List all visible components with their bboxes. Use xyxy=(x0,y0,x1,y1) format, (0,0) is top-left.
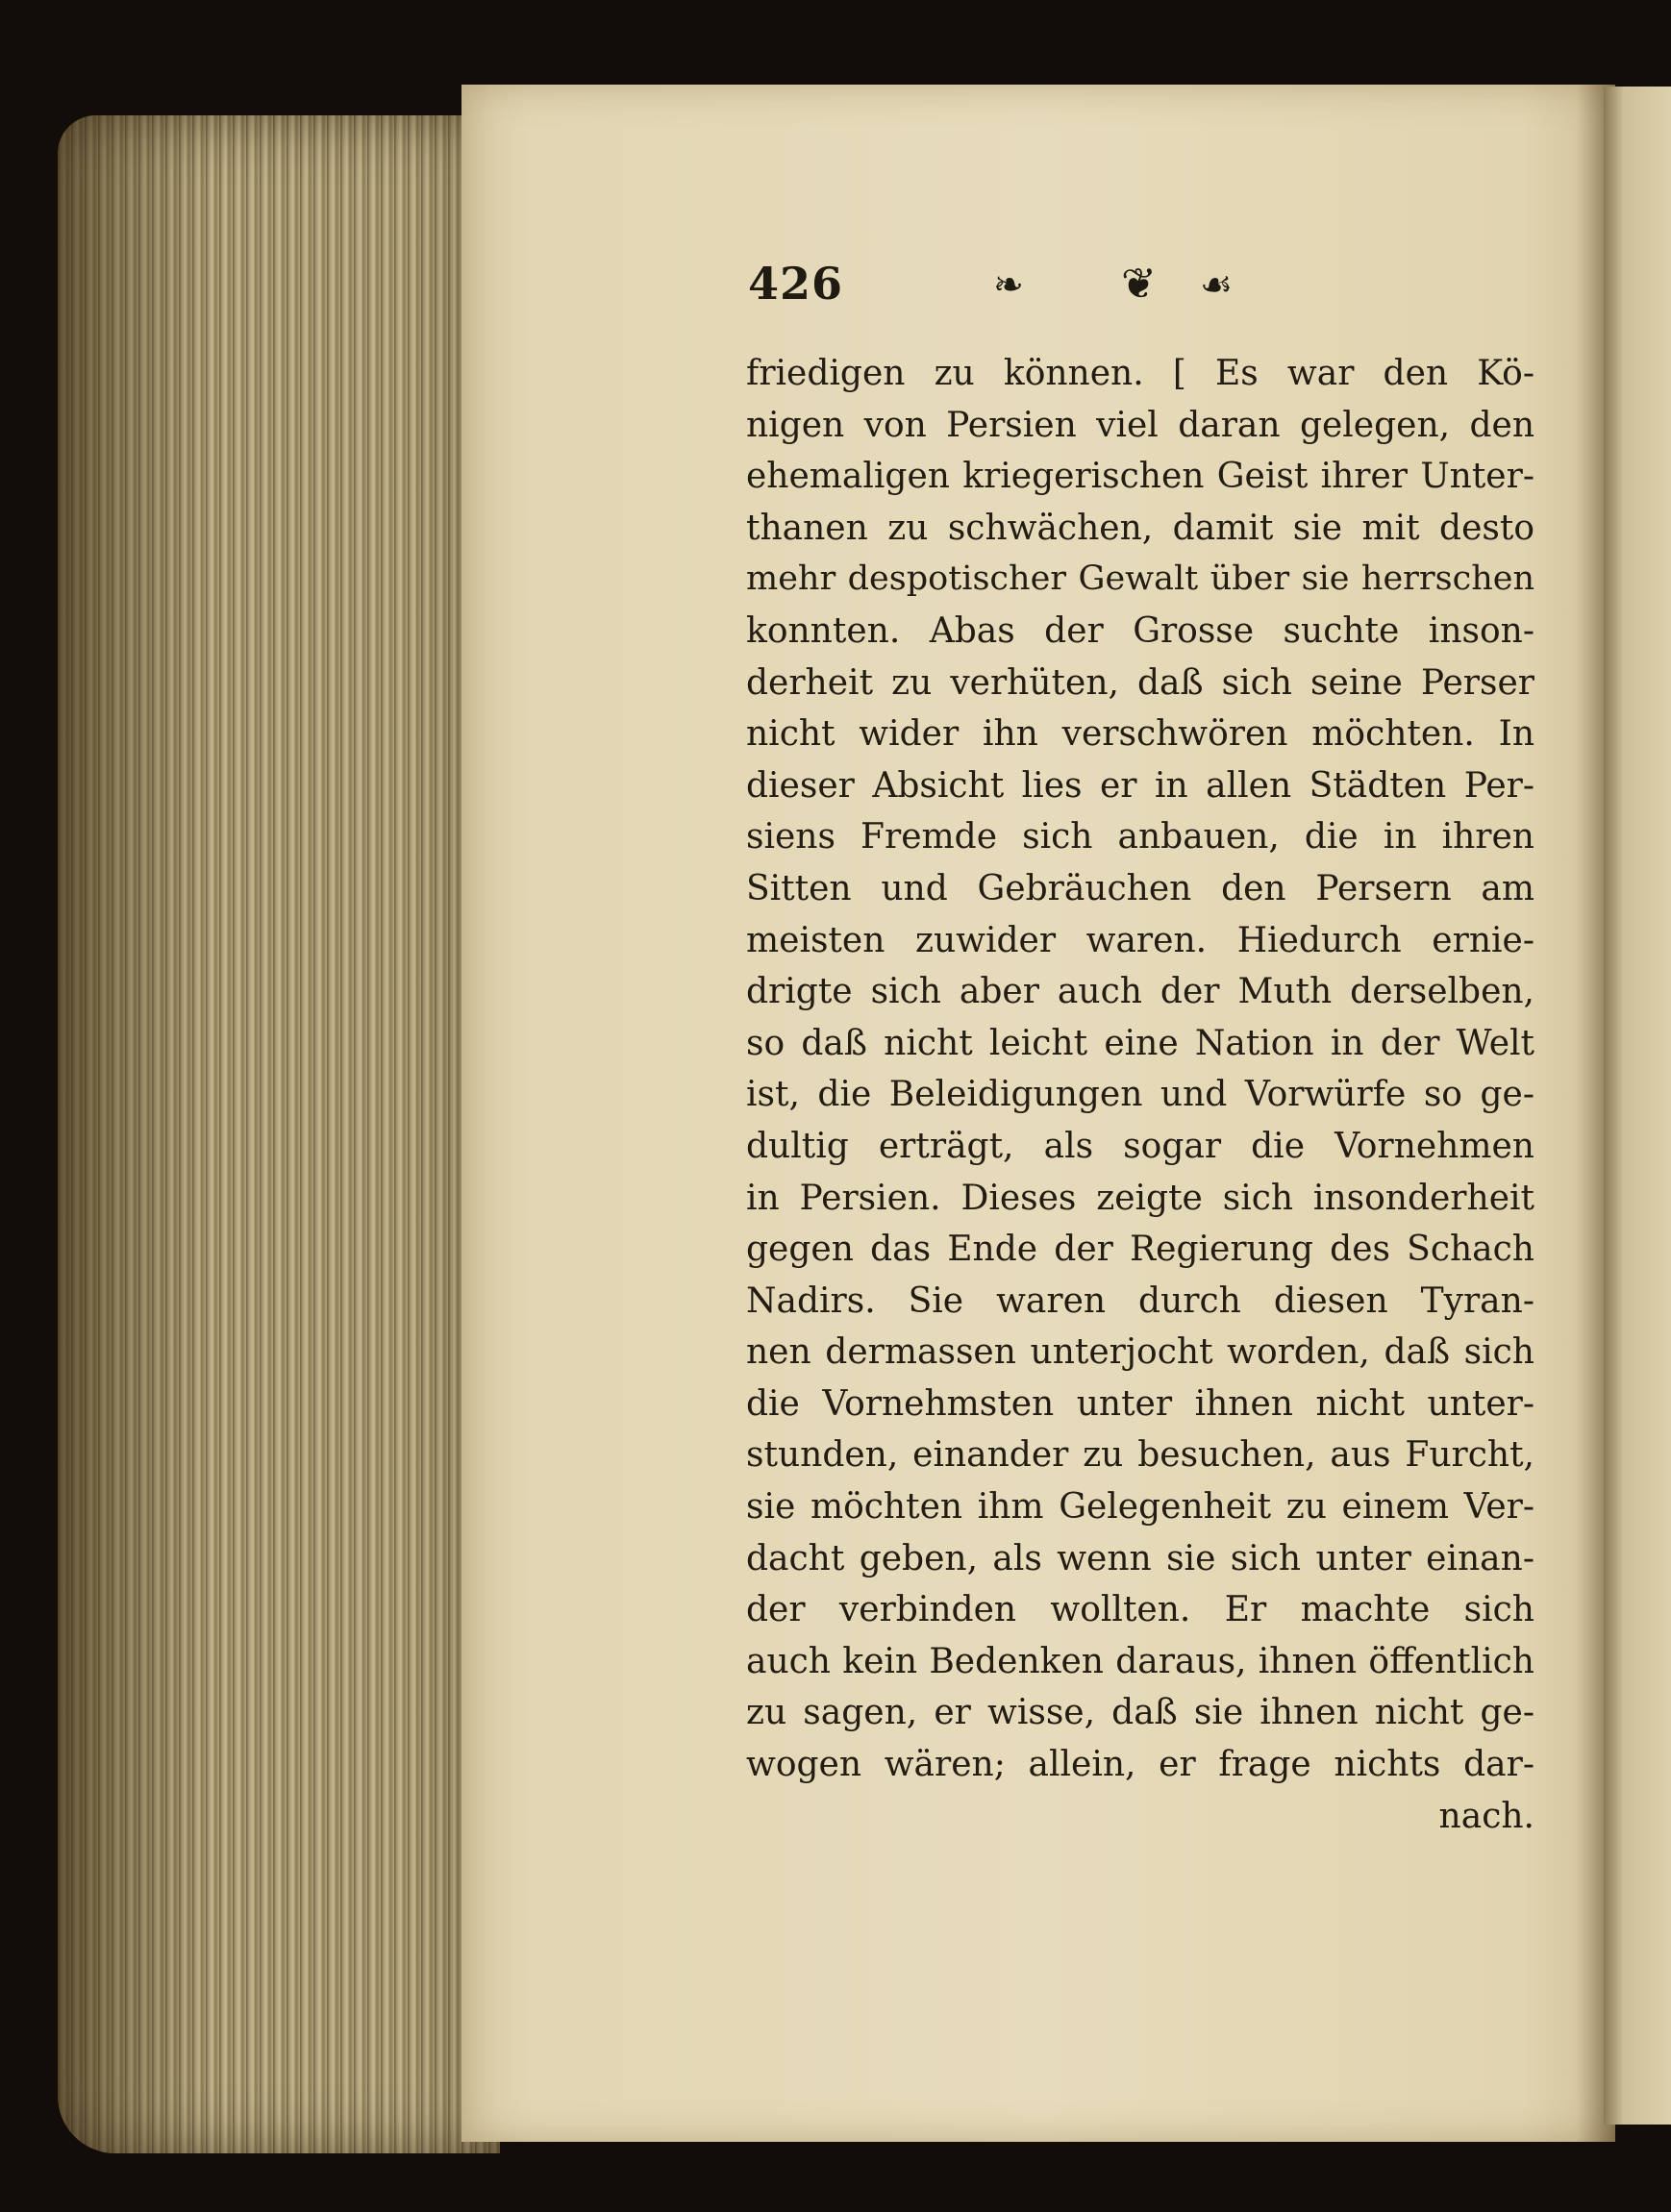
text-line: friedigen zu können. [ Es war den Kö- xyxy=(746,354,1534,393)
text-line: ist, die Beleidigungen und Vorwürfe so ge- xyxy=(746,1075,1534,1115)
text-line: in Persien. Dieses zeigte sich insonderheit xyxy=(746,1178,1534,1218)
running-header xyxy=(748,258,1556,315)
text-line: Sitten und Gebräuchen den Persern am xyxy=(746,868,1534,908)
text-line: zu sagen, er wisse, daß sie ihnen nicht ge- xyxy=(746,1693,1534,1733)
text-line: konnten. Abas der Grosse suchte inson- xyxy=(746,610,1534,651)
right-ornament-icon: ☙ xyxy=(1200,263,1234,306)
text-line: der verbinden wollten. Er machte sich xyxy=(746,1590,1534,1630)
text-line: siens Fremde sich anbauen, die in ihren xyxy=(746,817,1534,857)
page-number: 426 xyxy=(748,258,844,310)
text-line: mehr despotischer Gewalt über sie herrschen xyxy=(746,559,1534,599)
text-line: sie möchten ihm Gelegenheit zu einem Ver- xyxy=(746,1487,1534,1528)
text-line: nach. xyxy=(1438,1796,1534,1836)
facing-page-edge xyxy=(1604,87,1671,2125)
text-line: nen dermassen unterjocht worden, daß sich xyxy=(746,1332,1534,1373)
text-line: meisten zuwider waren. Hiedurch ernie- xyxy=(746,920,1534,960)
text-line: derheit zu verhüten, daß sich seine Perser xyxy=(746,662,1534,703)
text-line: die Vornehmsten unter ihnen nicht unter- xyxy=(746,1383,1534,1424)
text-line: gegen das Ende der Regierung des Schach xyxy=(746,1230,1534,1270)
text-line: ehemaligen kriegerischen Geist ihrer Unter- xyxy=(746,457,1534,497)
text-line: stunden, einander zu besuchen, aus Furcht, xyxy=(746,1435,1534,1476)
text-line: dacht geben, als wenn sie sich unter einan- xyxy=(746,1538,1534,1578)
text-line: Nadirs. Sie waren durch diesen Tyran- xyxy=(746,1280,1534,1321)
page-edges xyxy=(58,115,500,2153)
text-line: dultig erträgt, als sogar die Vornehmen xyxy=(746,1126,1534,1166)
text-line: thanen zu schwächen, damit sie mit desto xyxy=(746,508,1534,548)
center-ornament-icon: ❦ xyxy=(1121,260,1157,309)
body-text xyxy=(746,348,1534,1842)
text-line: auch kein Bedenken daraus, ihnen öffentlich xyxy=(746,1641,1534,1681)
text-line: drigte sich aber auch der Muth derselben, xyxy=(746,972,1534,1012)
text-line: nicht wider ihn verschwören möchten. In xyxy=(746,714,1534,755)
text-line: dieser Absicht lies er in allen Städten Per- xyxy=(746,765,1534,806)
text-line: wogen wären; allein, er frage nichts dar- xyxy=(746,1745,1534,1785)
left-ornament-icon: ❧ xyxy=(993,263,1024,306)
text-line: nigen von Persien viel daran gelegen, den xyxy=(746,405,1534,445)
text-line: so daß nicht leicht eine Nation in der Welt xyxy=(746,1023,1534,1063)
